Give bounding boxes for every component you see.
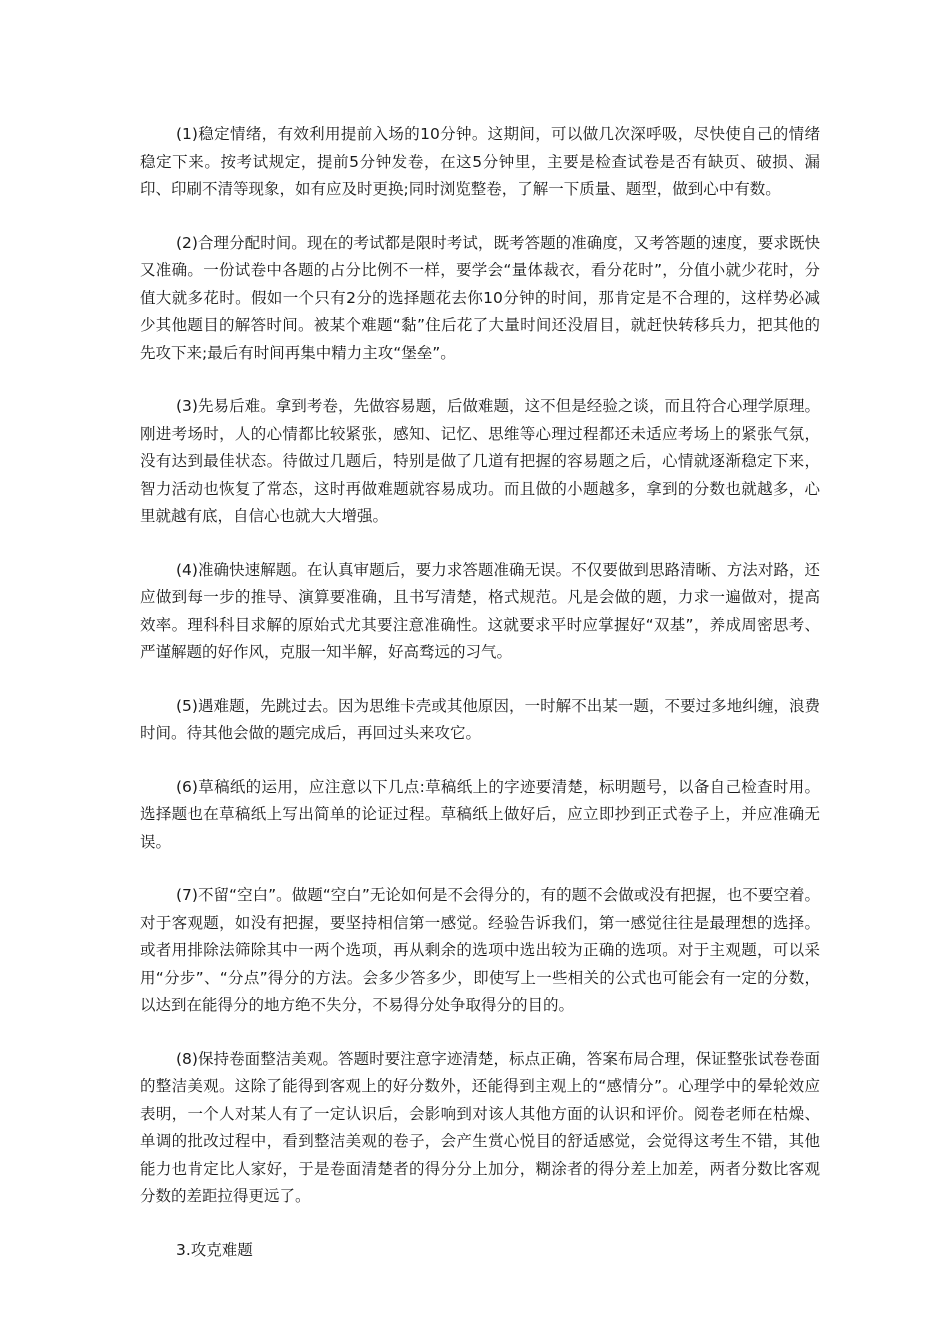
paragraph-5: (5)遇难题，先跳过去。因为思维卡壳或其他原因，一时解不出某一题，不要过多地纠缠，浪费时间。待其他会做的题完成后，再回过头来攻它。: [140, 696, 820, 742]
section-heading: 3.攻克难题: [176, 1240, 253, 1259]
paragraph-4: (4)准确快速解题。在认真审题后，要力求答题准确无误。不仅要做到思路清晰、方法对路，还应做到每一步的推导、演算要准确，且书写清楚，格式规范。凡是会做的题，力求一遍做对，提高效率。理科科目求解的原始式尤其要注意准确性。这就要求平时应掌握好“双基”，养成周密思考、严谨解题的好作风，克服一知半解，好高骛远的习气。: [140, 560, 820, 661]
paragraph-6: (6)草稿纸的运用，应注意以下几点:草稿纸上的字迹要清楚，标明题号，以备自己检查时用。选择题也在草稿纸上写出简单的论证过程。草稿纸上做好后，应立即抄到正式卷子上，并应准确无误。: [140, 777, 820, 851]
paragraph-3: (3)先易后难。拿到考卷，先做容易题，后做难题，这不但是经验之谈，而且符合心理学原理。刚进考场时，人的心情都比较紧张，感知、记忆、思维等心理过程都还未适应考场上的紧张气氛，没有达到最佳状态。待做过几题后，特别是做了几道有把握的容易题之后，心情就逐渐稳定下来，智力活动也恢复了常态，这时再做难题就容易成功。而且做的小题越多，拿到的分数也就越多，心里就越有底，自信心也就大大增强。: [140, 397, 820, 525]
paragraph-1: (1)稳定情绪，有效利用提前入场的10分钟。这期间，可以做几次深呼吸，尽快使自己的情绪稳定下来。按考试规定，提前5分钟发卷，在这5分钟里，主要是检查试卷是否有缺页、破损、漏印、印刷不清等现象，如有应及时更换;同时浏览整卷，了解一下质量、题型，做到心中有数。: [140, 125, 820, 198]
document-body: [140, 121, 820, 1264]
paragraph-2: (2)合理分配时间。现在的考试都是限时考试，既考答题的准确度，又考答题的速度，要求既快又准确。一份试卷中各题的占分比例不一样，要学会“量体裁衣，看分花时”，分值小就少花时，分值大就多花时。假如一个只有2分的选择题花去你10分钟的时间，那肯定是不合理的，这样势必减少其他题目的解答时间。被某个难题“黏”住后花了大量时间还没眉目，就赶快转移兵力，把其他的先攻下来;最后有时间再集中精力主攻“堡垒”。: [140, 233, 820, 362]
paragraph-8: (8)保持卷面整洁美观。答题时要注意字迹清楚，标点正确，答案布局合理，保证整张试卷卷面的整洁美观。这除了能得到客观上的好分数外，还能得到主观上的“感情分”。心理学中的晕轮效应表明，一个人对某人有了一定认识后，会影响到对该人其他方面的认识和评价。阅卷老师在枯燥、单调的批改过程中，看到整洁美观的卷子，会产生赏心悦目的舒适感觉，会觉得这考生不错，其他能力也肯定比人家好，于是卷面清楚者的得分分上加分，糊涂者的得分差上加差，两者分数比客观分数的差距拉得更远了。: [140, 1049, 820, 1205]
paragraph-7: (7)不留“空白”。做题“空白”无论如何是不会得分的，有的题不会做或没有把握，也不要空着。对于客观题，如没有把握，要坚持相信第一感觉。经验告诉我们，第一感觉往往是最理想的选择。或者用排除法筛除其中一两个选项，再从剩余的选项中选出较为正确的选项。对于主观题，可以采用“分步”、“分点”得分的方法。会多少答多少，即使写上一些相关的公式也可能会有一定的分数，以达到在能得分的地方绝不失分，不易得分处争取得分的目的。: [140, 886, 820, 1014]
